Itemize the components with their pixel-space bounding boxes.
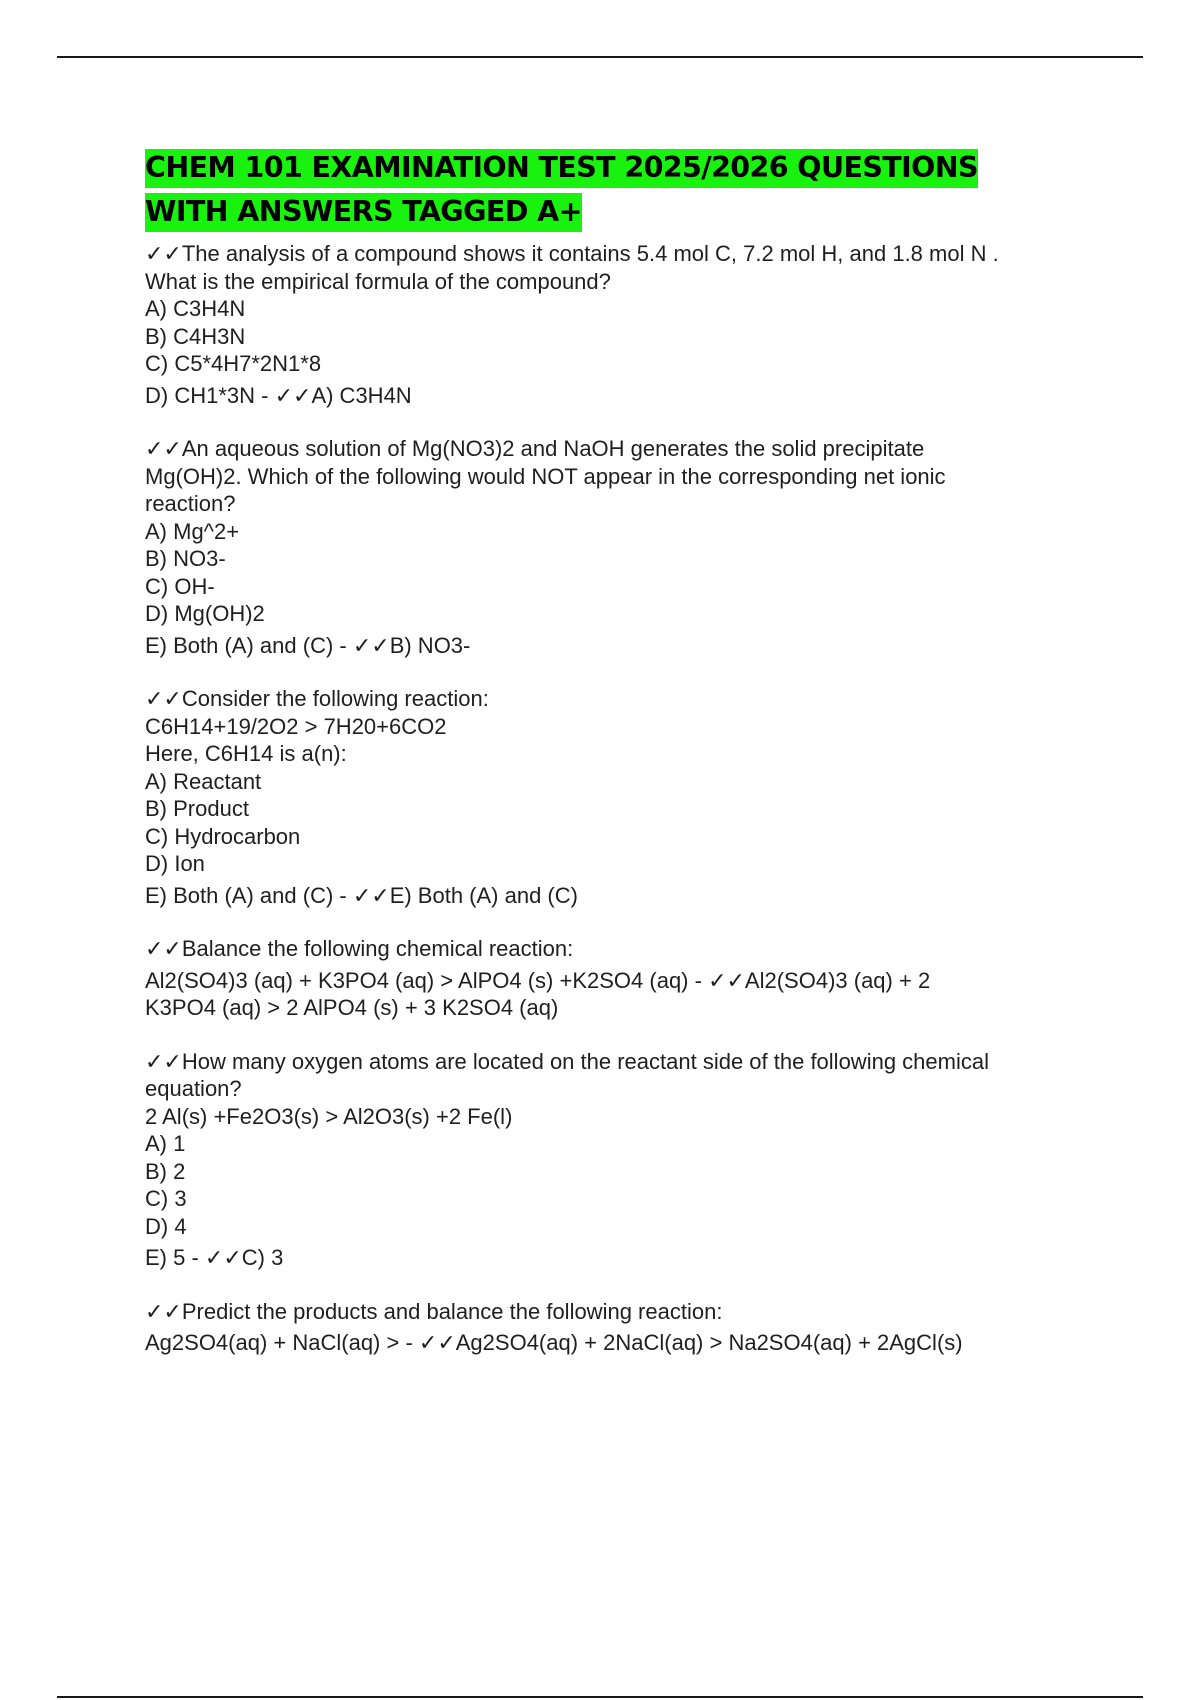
answer-option: D) Ion: [145, 851, 205, 876]
question-text: Mg(OH)2. Which of the following would NOT appear in the corresponding net ionic: [145, 463, 946, 489]
answer-option: C) 3: [145, 1186, 187, 1211]
answer-option-with-answer: E) 5 - ✓✓C) 3: [145, 1245, 284, 1270]
question-5: [145, 1048, 1105, 1272]
question-text: ✓✓An aqueous solution of Mg(NO3)2 and NaOH generates the solid precipitate: [145, 436, 925, 461]
title-line-2: WITH ANSWERS TAGGED A+: [145, 193, 582, 232]
answer-option: C) Hydrocarbon: [145, 823, 301, 849]
question-text: ✓✓Consider the following reaction:: [145, 686, 489, 711]
answer-option: A) C3H4N: [145, 296, 246, 321]
answer-option: B) 2: [145, 1158, 186, 1184]
footer-rule: [57, 1696, 1143, 1698]
reaction-equation: 2 Al(s) +Fe2O3(s) > Al2O3(s) +2 Fe(l): [145, 1103, 513, 1129]
header-rule: [57, 56, 1143, 58]
question-4: [145, 935, 1105, 1022]
answer-option-with-answer: E) Both (A) and (C) - ✓✓B) NO3-: [145, 632, 471, 658]
answer-option: A) 1: [145, 1131, 186, 1156]
answer-option: D) Mg(OH)2: [145, 601, 265, 626]
question-text: reaction?: [145, 491, 236, 516]
question-text: ✓✓Balance the following chemical reaction:: [145, 936, 574, 961]
question-text: equation?: [145, 1076, 242, 1101]
reaction-with-answer: Al2(SO4)3 (aq) + K3PO4 (aq) > AlPO4 (s) +K2SO4 (aq) - ✓✓Al2(SO4)3 (aq) + 2: [145, 967, 931, 993]
answer-option-with-answer: E) Both (A) and (C) - ✓✓E) Both (A) and (C): [145, 882, 578, 908]
answer-option: C) OH-: [145, 573, 215, 599]
title-line-1: CHEM 101 EXAMINATION TEST 2025/2026 QUESTIONS: [145, 149, 978, 188]
question-2: [145, 435, 1105, 659]
document-body: [145, 146, 1105, 1383]
answer-option: D) 4: [145, 1213, 187, 1239]
question-text: ✓✓How many oxygen atoms are located on the reactant side of the following chemical: [145, 1048, 989, 1074]
question-1: [145, 240, 1105, 409]
question-3: [145, 685, 1105, 909]
answer-option: C) C5*4H7*2N1*8: [145, 351, 322, 376]
reaction-equation: C6H14+19/2O2 > 7H20+6CO2: [145, 713, 447, 739]
question-text: What is the empirical formula of the compound?: [145, 268, 611, 294]
answer-option: B) Product: [145, 796, 249, 821]
reaction-with-answer: Ag2SO4(aq) + NaCl(aq) > - ✓✓Ag2SO4(aq) + 2NaCl(aq) > Na2SO4(aq) + 2AgCl(s): [145, 1330, 963, 1355]
question-text: ✓✓The analysis of a compound shows it contains 5.4 mol C, 7.2 mol H, and 1.8 mol N .: [145, 241, 999, 266]
answer-option: A) Mg^2+: [145, 518, 240, 544]
answer-option: A) Reactant: [145, 768, 262, 794]
document-title: [145, 146, 1105, 234]
answer-option-with-answer: D) CH1*3N - ✓✓A) C3H4N: [145, 382, 412, 408]
answer-option: B) C4H3N: [145, 323, 246, 349]
question-6: [145, 1298, 1105, 1357]
question-text: ✓✓Predict the products and balance the following reaction:: [145, 1298, 723, 1324]
question-text: Here, C6H14 is a(n):: [145, 741, 347, 766]
answer-continuation: K3PO4 (aq) > 2 AlPO4 (s) + 3 K2SO4 (aq): [145, 995, 559, 1020]
answer-option: B) NO3-: [145, 546, 226, 571]
